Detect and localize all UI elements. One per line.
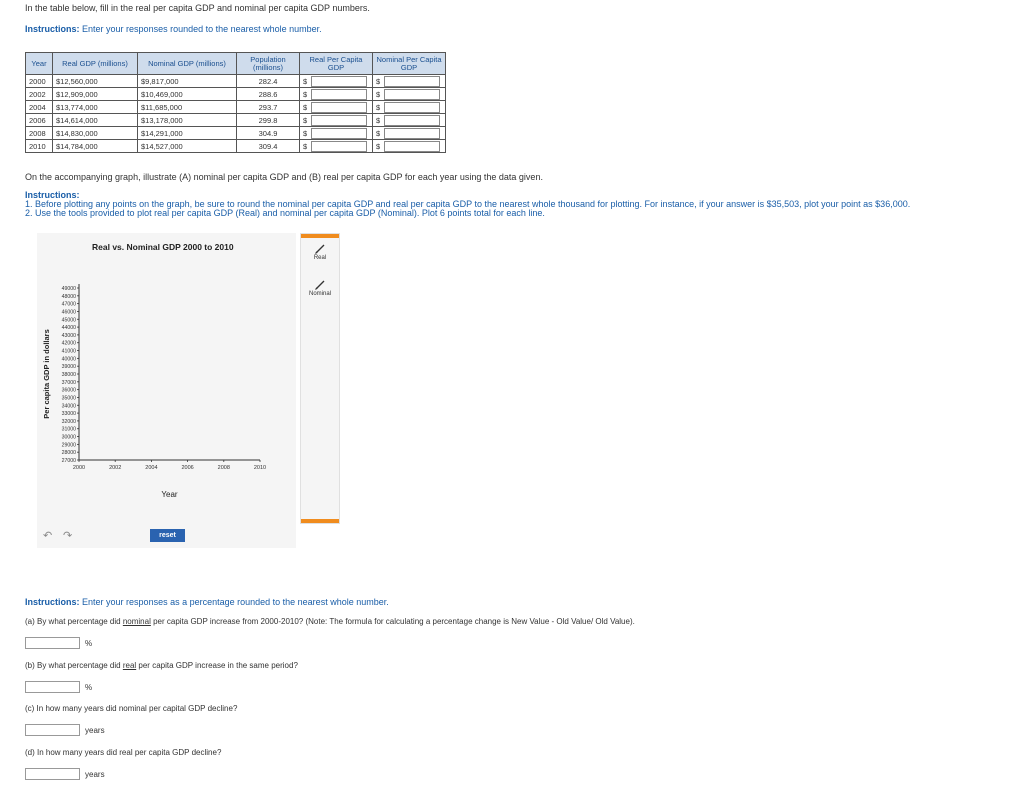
y-tick-label: 30000	[61, 434, 76, 441]
plot-toolbar	[300, 233, 340, 524]
tool-nominal[interactable]	[301, 279, 339, 297]
x-tick-label: 2002	[109, 465, 122, 471]
dollar-sign: $	[376, 141, 381, 151]
y-tick-label: 49000	[61, 286, 76, 292]
question-b-pre: (b) By what percentage did	[25, 661, 123, 670]
col-real-per-capita: Real Per Capita GDP	[300, 53, 373, 75]
col-population: Population (millions)	[237, 53, 300, 75]
cell-real-gdp: $14,830,000	[53, 127, 138, 140]
real-per-capita-input[interactable]	[311, 89, 367, 100]
y-tick-label: 36000	[61, 387, 76, 394]
y-tick-label: 38000	[61, 372, 76, 378]
dollar-sign: $	[303, 115, 308, 125]
answer-d-unit: years	[85, 769, 105, 779]
x-tick-label: 2000	[72, 465, 86, 471]
cell-real-gdp: $12,909,000	[53, 88, 138, 101]
nominal-per-capita-input[interactable]	[384, 128, 440, 139]
cell-nominal-per-capita	[373, 101, 446, 114]
cell-population: 288.6	[237, 88, 300, 101]
x-tick-label: 2008	[217, 465, 230, 471]
cell-population: 309.4	[237, 140, 300, 153]
y-tick-label: 43000	[61, 332, 76, 339]
answer-d-input[interactable]	[25, 768, 80, 780]
instructions-text: Enter your responses rounded to the nearest whole number.	[82, 24, 322, 34]
instructions-label: Instructions:	[25, 24, 80, 34]
answer-b	[25, 681, 92, 693]
y-tick-label: 45000	[61, 317, 76, 324]
cell-real-per-capita	[300, 88, 373, 101]
question-a	[25, 617, 635, 626]
answer-c	[25, 724, 105, 736]
y-tick-label: 46000	[61, 309, 76, 316]
cell-real-per-capita	[300, 101, 373, 114]
dollar-sign: $	[303, 128, 308, 138]
cell-population: 282.4	[237, 75, 300, 88]
y-tick-label: 47000	[61, 301, 76, 308]
real-per-capita-input[interactable]	[311, 115, 367, 126]
table-row	[26, 101, 446, 114]
answer-b-input[interactable]	[25, 681, 80, 693]
question-a-post: per capita GDP increase from 2000-2010? (Note: The formula for calculating a percentage change is New Value - Old Value/ Old Value).	[150, 617, 635, 626]
cell-nominal-per-capita	[373, 75, 446, 88]
gdp-table	[25, 52, 446, 153]
question-c	[25, 704, 237, 713]
cell-nominal-gdp: $13,178,000	[138, 114, 237, 127]
cell-real-per-capita	[300, 75, 373, 88]
cell-real-gdp: $12,560,000	[53, 75, 138, 88]
dollar-sign: $	[303, 102, 308, 112]
tool-real-label: Real	[313, 255, 327, 261]
nominal-per-capita-input[interactable]	[384, 76, 440, 87]
nominal-per-capita-input[interactable]	[384, 102, 440, 113]
table-row	[26, 88, 446, 101]
cell-real-gdp: $14,784,000	[53, 140, 138, 153]
cell-real-per-capita	[300, 140, 373, 153]
chart-title: Real vs. Nominal GDP 2000 to 2010	[92, 242, 234, 252]
cell-year: 2000	[26, 75, 53, 88]
instructions-1	[25, 24, 322, 34]
y-tick-label: 35000	[61, 395, 76, 402]
answer-c-input[interactable]	[25, 724, 80, 736]
dollar-sign: $	[303, 89, 308, 99]
question-d-text: (d) In how many years did real per capita GDP decline?	[25, 748, 222, 757]
instructions-2-label: Instructions:	[25, 190, 80, 200]
cell-real-gdp: $13,774,000	[53, 101, 138, 114]
toolbar-top-bar	[301, 234, 339, 238]
cell-nominal-gdp: $11,685,000	[138, 101, 237, 114]
dollar-sign: $	[303, 141, 308, 151]
y-axis-label: Per capita GDP in dollars	[42, 329, 51, 419]
answer-c-unit: years	[85, 725, 105, 735]
y-tick-label: 29000	[61, 442, 76, 449]
y-tick-label: 34000	[61, 403, 76, 410]
tool-real[interactable]	[301, 243, 339, 261]
col-nominal-gdp: Nominal GDP (millions)	[138, 53, 237, 75]
question-a-pre: (a) By what percentage did	[25, 617, 123, 626]
cell-nominal-per-capita	[373, 114, 446, 127]
dollar-sign: $	[303, 76, 308, 86]
answer-a-input[interactable]	[25, 637, 80, 649]
cell-population: 304.9	[237, 127, 300, 140]
cell-year: 2006	[26, 114, 53, 127]
nominal-per-capita-input[interactable]	[384, 141, 440, 152]
y-tick-label: 42000	[61, 340, 76, 347]
cell-year: 2008	[26, 127, 53, 140]
y-tick-label: 28000	[61, 450, 76, 457]
instructions-3-text: Enter your responses as a percentage rounded to the nearest whole number.	[82, 597, 389, 607]
dollar-sign: $	[376, 76, 381, 86]
col-real-gdp: Real GDP (millions)	[53, 53, 138, 75]
y-tick-label: 31000	[61, 426, 76, 433]
tool-nominal-label: Nominal	[308, 291, 331, 297]
cell-population: 293.7	[237, 101, 300, 114]
dollar-sign: $	[376, 102, 381, 112]
y-tick-label: 41000	[61, 348, 76, 355]
answer-b-unit: %	[85, 682, 93, 692]
instructions-2-line2: 2. Use the tools provided to plot real per capita GDP (Real) and nominal per capita GDP (Nominal). Plot 6 points total for each line.	[25, 208, 545, 218]
pencil-icon	[314, 279, 326, 291]
cell-real-per-capita	[300, 127, 373, 140]
toolbar-bottom-bar	[301, 519, 339, 523]
question-b	[25, 661, 298, 670]
cell-year: 2010	[26, 140, 53, 153]
cell-nominal-per-capita	[373, 88, 446, 101]
undo-icon[interactable]: ↶	[43, 530, 53, 542]
real-per-capita-input[interactable]	[311, 76, 367, 87]
real-per-capita-input[interactable]	[311, 128, 367, 139]
question-d	[25, 748, 221, 757]
nominal-per-capita-input[interactable]	[384, 89, 440, 100]
cell-nominal-gdp: $9,817,000	[138, 75, 237, 88]
cell-real-gdp: $14,614,000	[53, 114, 138, 127]
plot-svg[interactable]	[37, 260, 296, 520]
y-tick-label: 39000	[61, 364, 76, 371]
real-per-capita-input[interactable]	[311, 141, 367, 152]
y-tick-label: 27000	[61, 458, 76, 464]
x-tick-label: 2010	[253, 465, 267, 471]
cell-real-per-capita	[300, 114, 373, 127]
instructions-2-line1: 1. Before plotting any points on the graph, be sure to round the nominal per capita GDP and real per capita GDP to the nearest whole thousand for plotting. For instance, if your answer is $35,503, plot your point as $36,000.	[25, 199, 911, 209]
question-c-text: (c) In how many years did nominal per capital GDP decline?	[25, 704, 238, 713]
cell-nominal-gdp: $10,469,000	[138, 88, 237, 101]
y-tick-label: 40000	[61, 356, 76, 363]
y-tick-label: 44000	[61, 325, 76, 332]
table-row	[26, 140, 446, 153]
dollar-sign: $	[376, 128, 381, 138]
x-axis-label: Year	[161, 490, 178, 499]
pencil-icon	[314, 243, 326, 255]
answer-d	[25, 768, 105, 780]
instructions-3	[25, 597, 389, 607]
col-year: Year	[26, 53, 53, 75]
question-b-post: per capita GDP increase in the same period?	[136, 661, 298, 670]
cell-year: 2004	[26, 101, 53, 114]
intro-text: In the table below, fill in the real per capita GDP and nominal per capita GDP numbers.	[25, 3, 370, 13]
y-tick-label: 48000	[61, 293, 76, 300]
cell-year: 2002	[26, 88, 53, 101]
question-a-underline: nominal	[122, 617, 151, 626]
table-row	[26, 114, 446, 127]
y-tick-label: 33000	[61, 411, 76, 418]
col-nominal-per-capita: Nominal Per Capita GDP	[373, 53, 446, 75]
reset-button[interactable]: reset	[150, 529, 185, 542]
dollar-sign: $	[376, 89, 381, 99]
cell-population: 299.8	[237, 114, 300, 127]
x-tick-label: 2006	[181, 465, 194, 471]
instructions-2	[25, 191, 910, 218]
cell-nominal-per-capita	[373, 140, 446, 153]
redo-icon[interactable]: ↷	[63, 530, 73, 542]
answer-a	[25, 637, 92, 649]
y-tick-label: 32000	[61, 418, 76, 425]
table-row	[26, 75, 446, 88]
table-row	[26, 127, 446, 140]
cell-nominal-gdp: $14,527,000	[138, 140, 237, 153]
y-tick-label: 37000	[61, 379, 76, 386]
cell-nominal-gdp: $14,291,000	[138, 127, 237, 140]
answer-a-unit: %	[85, 638, 93, 648]
real-per-capita-input[interactable]	[311, 102, 367, 113]
question-b-underline: real	[122, 661, 137, 670]
nominal-per-capita-input[interactable]	[384, 115, 440, 126]
cell-nominal-per-capita	[373, 127, 446, 140]
x-tick-label: 2004	[145, 465, 158, 471]
instructions-3-label: Instructions:	[25, 597, 80, 607]
dollar-sign: $	[376, 115, 381, 125]
graph-description: On the accompanying graph, illustrate (A) nominal per capita GDP and (B) real per capita GDP for each year using the data given.	[25, 172, 543, 182]
